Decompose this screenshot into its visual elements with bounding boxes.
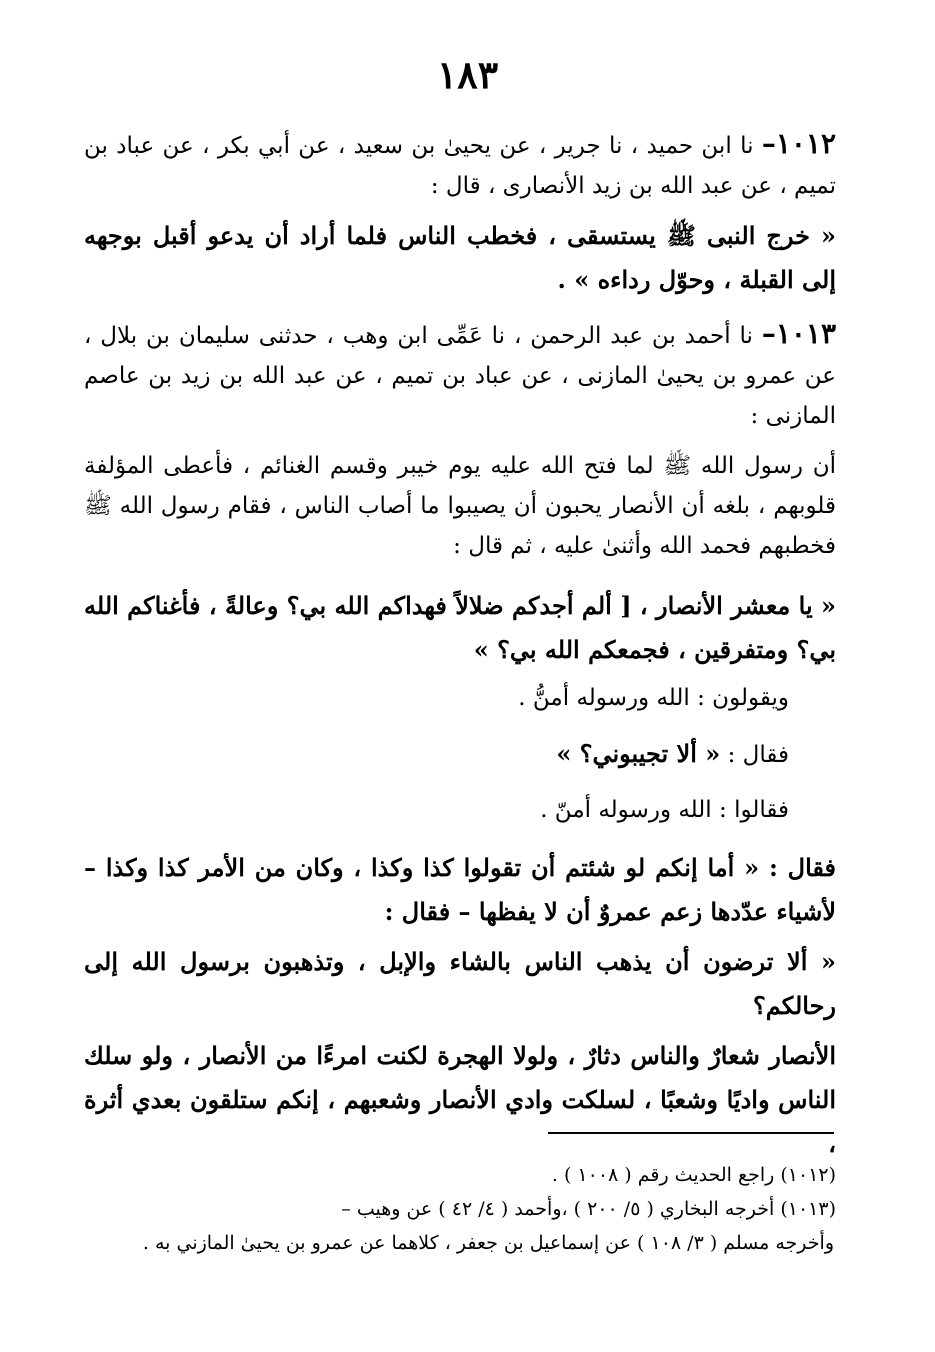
hadith-1013-speech-4: الأنصار شعارٌ والناس دثارٌ ، ولولا الهجرة لكنت امرءًا من الأنصار ، ولو سلك الناس واديًا وشعبًا ، لسلكت وادي الأنصار وشعبهم ، إنكم ستلقون بعدي أثرة ، — [84, 1041, 836, 1158]
hadith-number: ١٠١٢– — [761, 127, 836, 160]
hadith-1013-speech-1: « يا معشر الأنصار ، [ ألم أجدكم ضلالاً فهداكم الله بي؟ وعالةً ، فأغناكم الله بي؟ ومتفرقين ، فجمعكم الله بي؟ » — [84, 591, 836, 664]
hadith-1012-isnad — [84, 124, 836, 206]
hadith-1012-matn: « خرج النبى ﷺ يستسقى ، فخطب الناس فلما أراد أن يدعو أقبل بوجهه إلى القبلة ، وحوّل رداءه » . — [84, 221, 836, 294]
isnad-text: نا ابن حميد ، نا جرير ، عن يحيىٰ بن سعيد ، عن أبي بكر ، عن عباد بن تميم ، عن عبد الله بن زيد الأنصارى ، قال : — [84, 133, 836, 199]
hadith-1013-speech-3: « ألا ترضون أن يذهب الناس بالشاء والإبل ، وتذهبون برسول الله إلى رحالكم؟ — [84, 947, 836, 1020]
footnote-1012: (١٠١٢) راجع الحديث رقم ( ١٠٠٨ ) . — [551, 1164, 836, 1186]
footnote-1013-continued: وأخرجه مسلم ( ٣/ ١٠٨ ) عن إسماعيل بن جعفر ، كلاهما عن عمرو بن يحيىٰ المازني به . — [142, 1232, 834, 1254]
page-number: ١٨٣ — [436, 52, 499, 97]
footnote-1013: (١٠١٣) أخرجه البخاري ( ٥/ ٢٠٠ ) ،وأحمد ( ٤/ ٤٢ ) عن وهيب – — [341, 1198, 836, 1220]
hadith-1013-narrative: أن رسول الله ﷺ لما فتح الله عليه يوم خيبر وقسم الغنائم ، فأعطى المؤلفة قلوبهم ، بلغه أن الأنصار يحبون أن يصيبوا ما أصاب الناس ، فقام رسول الله ﷺ فخطبهم فحمد الله وأثنىٰ عليه ، ثم قال : — [84, 453, 836, 559]
isnad-text: نا أحمد بن عبد الرحمن ، نا عَمِّى ابن وهب ، حدثنى سليمان بن بلال ، عن عمرو بن يحيىٰ المازنى ، عن عباد بن تميم ، عن عبد الله بن زيد بن عاصم المازنى : — [84, 323, 836, 429]
reply-line-2: فقالوا : الله ورسوله أمنّ . — [540, 797, 789, 823]
hadith-1013-speech-2: فقال : « أما إنكم لو شئتم أن تقولوا كذا وكذا ، وكان من الأمر كذا وكذا – لأشياء عدّدها زعم عمروٌ أن لا يفظها – فقال : — [84, 853, 836, 926]
hadith-1013-isnad — [84, 314, 836, 436]
reply-line-1: ويقولون : الله ورسوله أمنُّ . — [518, 685, 789, 711]
ask-quote: « ألا تجيبوني؟ » — [556, 739, 721, 768]
footnotes — [84, 1158, 836, 1260]
ask-line — [556, 734, 789, 775]
footnote-separator — [548, 1132, 834, 1134]
hadith-number: ١٠١٣– — [761, 317, 836, 350]
ask-prefix: فقال : — [720, 742, 789, 768]
